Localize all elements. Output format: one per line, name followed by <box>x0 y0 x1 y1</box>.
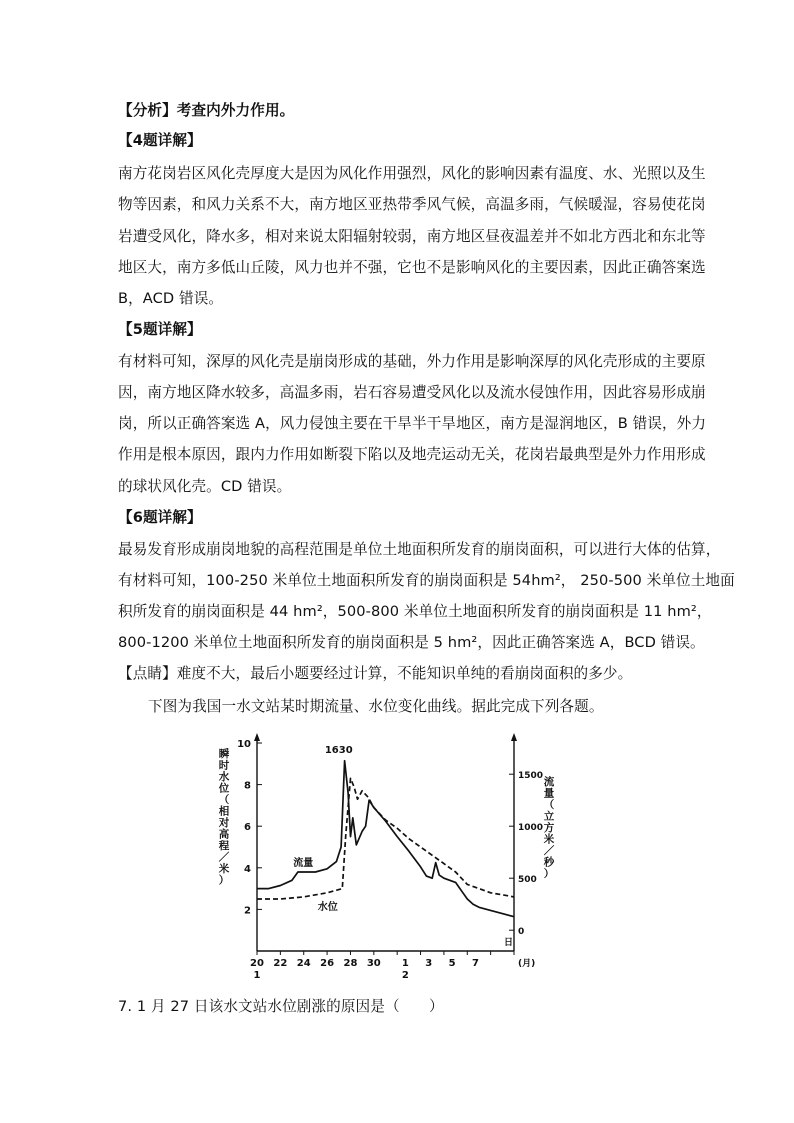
right-tick-label: 1500 <box>518 771 544 782</box>
x-unit-top: 日 <box>504 938 514 948</box>
figure-intro: 下图为我国一水文站某时期流量、水位变化曲线。据此完成下列各题。 <box>148 698 604 715</box>
x-tick-label: 30 <box>366 958 381 969</box>
right-tick-label: 1000 <box>518 823 544 834</box>
x-tick-label: 1 <box>401 958 409 969</box>
peak-label: 1630 <box>324 745 353 756</box>
paragraph-line: 积所发育的崩岗面积是 44 hm²，500-800 米单位土地面积所发育的崩岗面积是 11 hm²， <box>118 603 712 620</box>
q5-heading: 【5题详解】 <box>118 321 202 338</box>
paragraph-line: 地区大，南方多低山丘陵，风力也并不强，它也不是影响风化的主要因素，因此正确答案选 <box>118 259 706 276</box>
left-axis-arrow <box>254 733 260 741</box>
paragraph-line: 800-1200 米单位土地面积所发育的崩岗面积是 5 hm²，因此正确答案选 A，BCD 错误。 <box>118 634 705 651</box>
paragraph-line: 有材料可知，100-250 米单位土地面积所发育的崩岗面积是 54hm²， 250-500 米单位土地面 <box>118 572 735 589</box>
x-tick-label: 24 <box>296 958 311 969</box>
x-tick-label: 7 <box>471 958 479 969</box>
water-level-line <box>257 778 514 899</box>
discharge-line <box>257 761 514 917</box>
right-tick-label: 500 <box>518 875 537 886</box>
q6-heading: 【6题详解】 <box>118 509 202 526</box>
hydrograph-svg <box>212 727 562 982</box>
left-tick-label: 8 <box>244 780 251 792</box>
paragraph-line: B，ACD 错误。 <box>118 290 224 307</box>
right-axis-arrow <box>511 733 517 741</box>
left-tick-label: 10 <box>237 739 251 750</box>
paragraph-line: 最易发育形成崩岗地貌的高程范围是单位土地面积所发育的崩岗面积，可以进行大体的估算， <box>118 541 721 558</box>
x-tick-label: 28 <box>343 958 358 969</box>
key-point-line: 【点睛】难度不大，最后小题要经过计算，不能知识单纯的看崩岗面积的多少。 <box>118 665 633 682</box>
discharge-series-label: 流量 <box>293 857 314 869</box>
x-tick-label: 20 <box>250 958 264 969</box>
paragraph-line: 有材料可知，深厚的风化壳是崩岗形成的基础，外力作用是影响深厚的风化壳形成的主要原 <box>118 353 706 370</box>
paragraph-line: 南方花岗岩区风化壳厚度大是因为风化作用强烈，风化的影响因素有温度、水、光照以及生 <box>118 165 706 182</box>
hydrograph-figure <box>212 727 562 982</box>
left-tick-label: 2 <box>244 905 251 917</box>
question-7: 7. 1 月 27 日该水文站水位剧涨的原因是（ ） <box>118 998 444 1015</box>
paragraph-line: 的球状风化壳。CD 错误。 <box>118 478 292 495</box>
x-unit-bottom: (月) <box>518 959 536 969</box>
paragraph-line: 作用是根本原因，跟内力作用如断裂下陷以及地壳运动无关，花岗岩最典型是外力作用形成 <box>118 446 706 463</box>
x-tick-label: 22 <box>273 958 288 969</box>
x-tick-label: 26 <box>320 958 335 969</box>
x-month-label: 1 <box>253 970 261 981</box>
paragraph-line: 岗，所以正确答案选 A，风力侵蚀主要在干旱半干旱地区，南方是湿润地区，B 错误，外力 <box>118 415 707 432</box>
right-tick-label: 0 <box>518 927 525 938</box>
left-tick-label: 4 <box>244 863 251 875</box>
left-tick-label: 6 <box>244 822 251 834</box>
x-tick-label: 5 <box>448 958 456 969</box>
paragraph-line: 物等因素，和风力关系不大，南方地区亚热带季风气候，高温多雨，气候暖湿，容易使花岗 <box>118 196 706 213</box>
paragraph-line: 岩遭受风化，降水多，相对来说太阳辐射较弱，南方地区昼夜温差并不如北方西北和东北等 <box>118 228 706 245</box>
x-tick-label: 3 <box>425 958 433 969</box>
right-axis-label: 流量（立方米／秒） <box>543 776 555 880</box>
paragraph-line: 因，南方地区降水较多，高温多雨，岩石容易遭受风化以及流水侵蚀作用，因此容易形成崩 <box>118 384 706 401</box>
analysis-heading: 【分析】考查内外力作用。 <box>118 102 295 119</box>
left-axis-label: 瞬时水位（相对高程／米） <box>218 748 230 887</box>
x-month-label: 2 <box>401 970 409 981</box>
water-level-series-label: 水位 <box>317 901 338 913</box>
q4-heading: 【4题详解】 <box>118 132 202 149</box>
